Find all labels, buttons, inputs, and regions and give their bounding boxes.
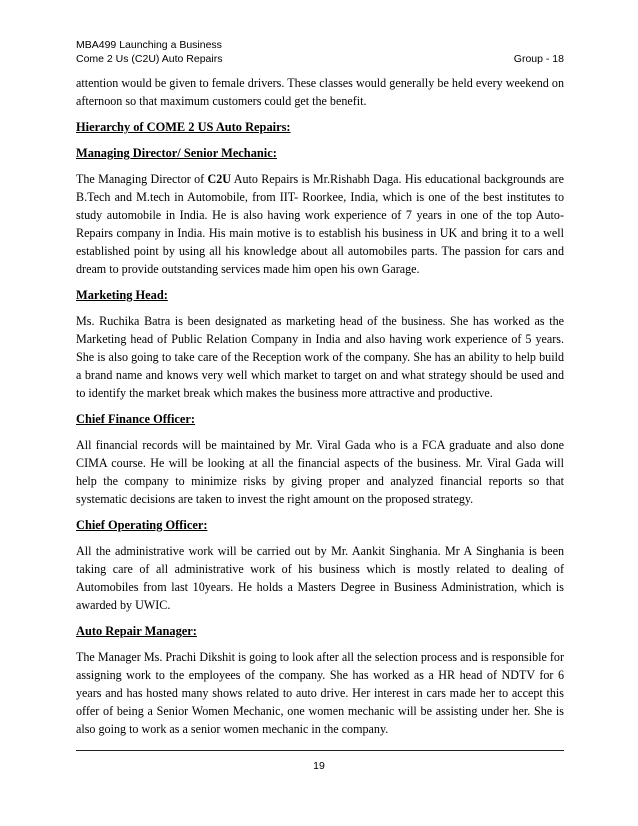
section-text-auto-repair-manager: The Manager Ms. Prachi Dikshit is going to look after all the selection process and is responsible for assigning work to the employees of the company. She has worked as a HR head of NDTV for 6 years and has hosted many shows related to auto drive. Her interest in cars made her to accept this offer of being a Senior Women Mechanic, one women mechanic will be assisting under her. She is also going to work as a senior women mechanic in the company. xyxy=(76,650,564,736)
page-header xyxy=(76,38,564,66)
intro-paragraph: attention would be given to female drivers. These classes would generally be held every weekend on afternoon so that maximum customers could get the benefit. xyxy=(76,76,564,108)
footer-divider xyxy=(76,750,564,751)
md-company-abbrev: C2U xyxy=(207,172,232,186)
section-text-managing-director xyxy=(76,170,564,278)
page-number: 19 xyxy=(313,760,325,772)
section-heading-auto-repair-manager: Auto Repair Manager: xyxy=(76,624,197,638)
md-text-start: The Managing Director of xyxy=(76,172,208,186)
section-heading-chief-finance-officer: Chief Finance Officer: xyxy=(76,412,196,426)
header-company-name: Come 2 Us (C2U) Auto Repairs xyxy=(76,53,223,65)
page-body xyxy=(76,74,564,738)
section-text-marketing-head: Ms. Ruchika Batra is been designated as marketing head of the business. She has worked as the Marketing head of Public Relation Company in India and also having work experience of 5 years. She is also going to take care of the Reception work of the company. She has an ability to help build a brand name and knows very well which market to target on and what strategy should be used and to identify the market break which makes the business more attractive and productive. xyxy=(76,314,564,400)
section-heading-marketing-head: Marketing Head: xyxy=(76,288,168,302)
header-group-label: Group - 18 xyxy=(513,53,564,65)
section-heading-chief-operating-officer: Chief Operating Officer: xyxy=(76,518,208,532)
header-course-title: MBA499 Launching a Business xyxy=(76,39,222,51)
md-text-rest: Auto Repairs is Mr.Rishabh Daga. His educational backgrounds are B.Tech and M.tech in Automobile, from IIT- Roorkee, India, which is one of the best institutes to study automobile in India. He is also having work experience of 7 years in one of the top Auto-Repairs company in India. His main motive is to establish his business in UK and bring it to a well established point by using all his knowledge about all automobiles parts. The passion for cars and dream to provide outstanding services made him open his own Garage. xyxy=(76,172,564,276)
header-row xyxy=(76,52,564,66)
hierarchy-heading: Hierarchy of COME 2 US Auto Repairs: xyxy=(76,120,291,134)
section-heading-managing-director: Managing Director/ Senior Mechanic: xyxy=(76,146,277,160)
section-text-chief-finance-officer: All financial records will be maintained by Mr. Viral Gada who is a FCA graduate and also done CIMA course. He will be looking at all the financial aspects of the business. Mr. Viral Gada will help the company to minimize risks by giving proper and analyzed financial reports so that systematic decisions are taken to invest the right amount on the proposed strategy. xyxy=(76,438,564,506)
section-text-chief-operating-officer: All the administrative work will be carried out by Mr. Aankit Singhania. Mr A Singhania is been taking care of all administrative work of his business which is mostly related to dealing of Automobiles from last 10years. He holds a Masters Degree in Business Administration, which is awarded by UWIC. xyxy=(76,544,564,612)
